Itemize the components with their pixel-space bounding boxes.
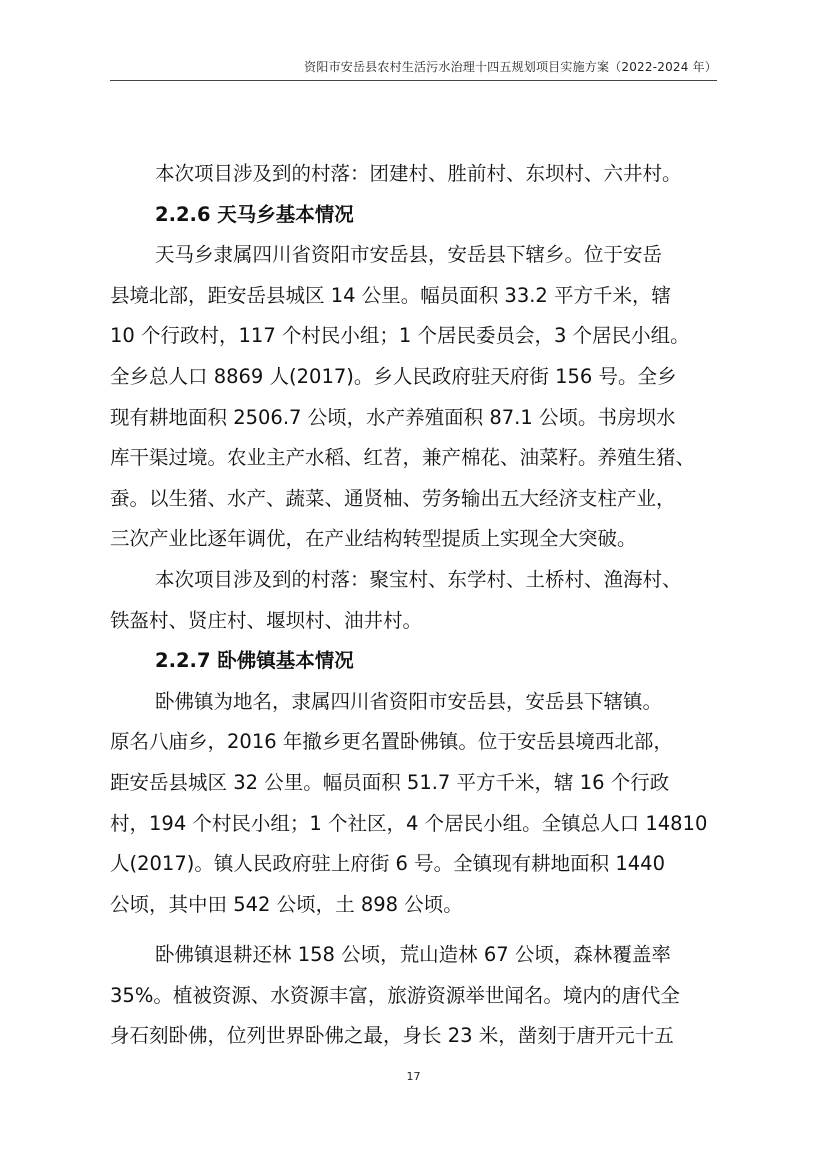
text-line: 本次项目涉及到的村落：团建村、胜前村、东坝村、六井村。 <box>155 162 682 185</box>
text-line: 人(2017)。镇人民政府驻上府街 6 号。全镇现有耕地面积 1440 <box>110 852 665 876</box>
text-line: 库干渠过境。农业主产水稻、红苕，兼产棉花、油菜籽。养殖生猪、 <box>110 446 696 470</box>
text-line: 公顷，其中田 542 公顷，土 898 公顷。 <box>110 892 463 916</box>
text-line: 三次产业比逐年调优，在产业结构转型提质上实现全大突破。 <box>110 527 637 551</box>
paragraph-spacer <box>110 925 717 935</box>
section-heading: 2.2.7 卧佛镇基本情况 <box>155 649 354 673</box>
header-divider <box>110 80 717 81</box>
text-line: 本次项目涉及到的村落：聚宝村、东学村、土桥村、渔海村、 <box>155 567 682 591</box>
text-line: 村，194 个村民小组；1 个社区，4 个居民小组。全镇总人口 14810 <box>110 811 708 835</box>
text-line: 铁盔村、贤庄村、堰坝村、油井村。 <box>110 608 423 632</box>
document-body <box>110 154 717 1057</box>
page-number: 17 <box>406 1070 421 1083</box>
text-line: 10 个行政村，117 个村民小组；1 个居民委员会，3 个居民小组。 <box>110 324 690 348</box>
text-line: 身石刻卧佛，位列世界卧佛之最，身长 23 米，凿刻于唐开元十五 <box>110 1024 674 1048</box>
text-line: 距安岳县城区 32 公里。幅员面积 51.7 平方千米，辖 16 个行政 <box>110 770 670 794</box>
text-line: 天马乡隶属四川省资阳市安岳县，安岳县下辖乡。位于安岳 <box>155 243 663 267</box>
text-line: 县境北部，距安岳县城区 14 公里。幅员面积 33.2 平方千米，辖 <box>110 283 672 307</box>
text-line: 卧佛镇为地名，隶属四川省资阳市安岳县，安岳县下辖镇。 <box>155 689 663 713</box>
text-line: 原名八庙乡，2016 年撤乡更名置卧佛镇。位于安岳县境西北部， <box>110 730 673 754</box>
running-header: 资阳市安岳县农村生活污水治理十四五规划项目实施方案（2022-2024 年） <box>304 60 717 74</box>
text-line: 全乡总人口 8869 人(2017)。乡人民政府驻天府街 156 号。全乡 <box>110 364 677 388</box>
section-heading: 2.2.6 天马乡基本情况 <box>155 202 354 226</box>
text-line: 蚕。以生猪、水产、蔬菜、通贤柚、劳务输出五大经济支柱产业， <box>110 486 676 510</box>
text-line: 35%。植被资源、水资源丰富，旅游资源举世闻名。境内的唐代全 <box>110 983 680 1007</box>
text-line: 现有耕地面积 2506.7 公顷，水产养殖面积 87.1 公顷。书房坝水 <box>110 405 676 429</box>
text-line: 卧佛镇退耕还林 158 公顷，荒山造林 67 公顷，森林覆盖率 <box>155 943 671 967</box>
